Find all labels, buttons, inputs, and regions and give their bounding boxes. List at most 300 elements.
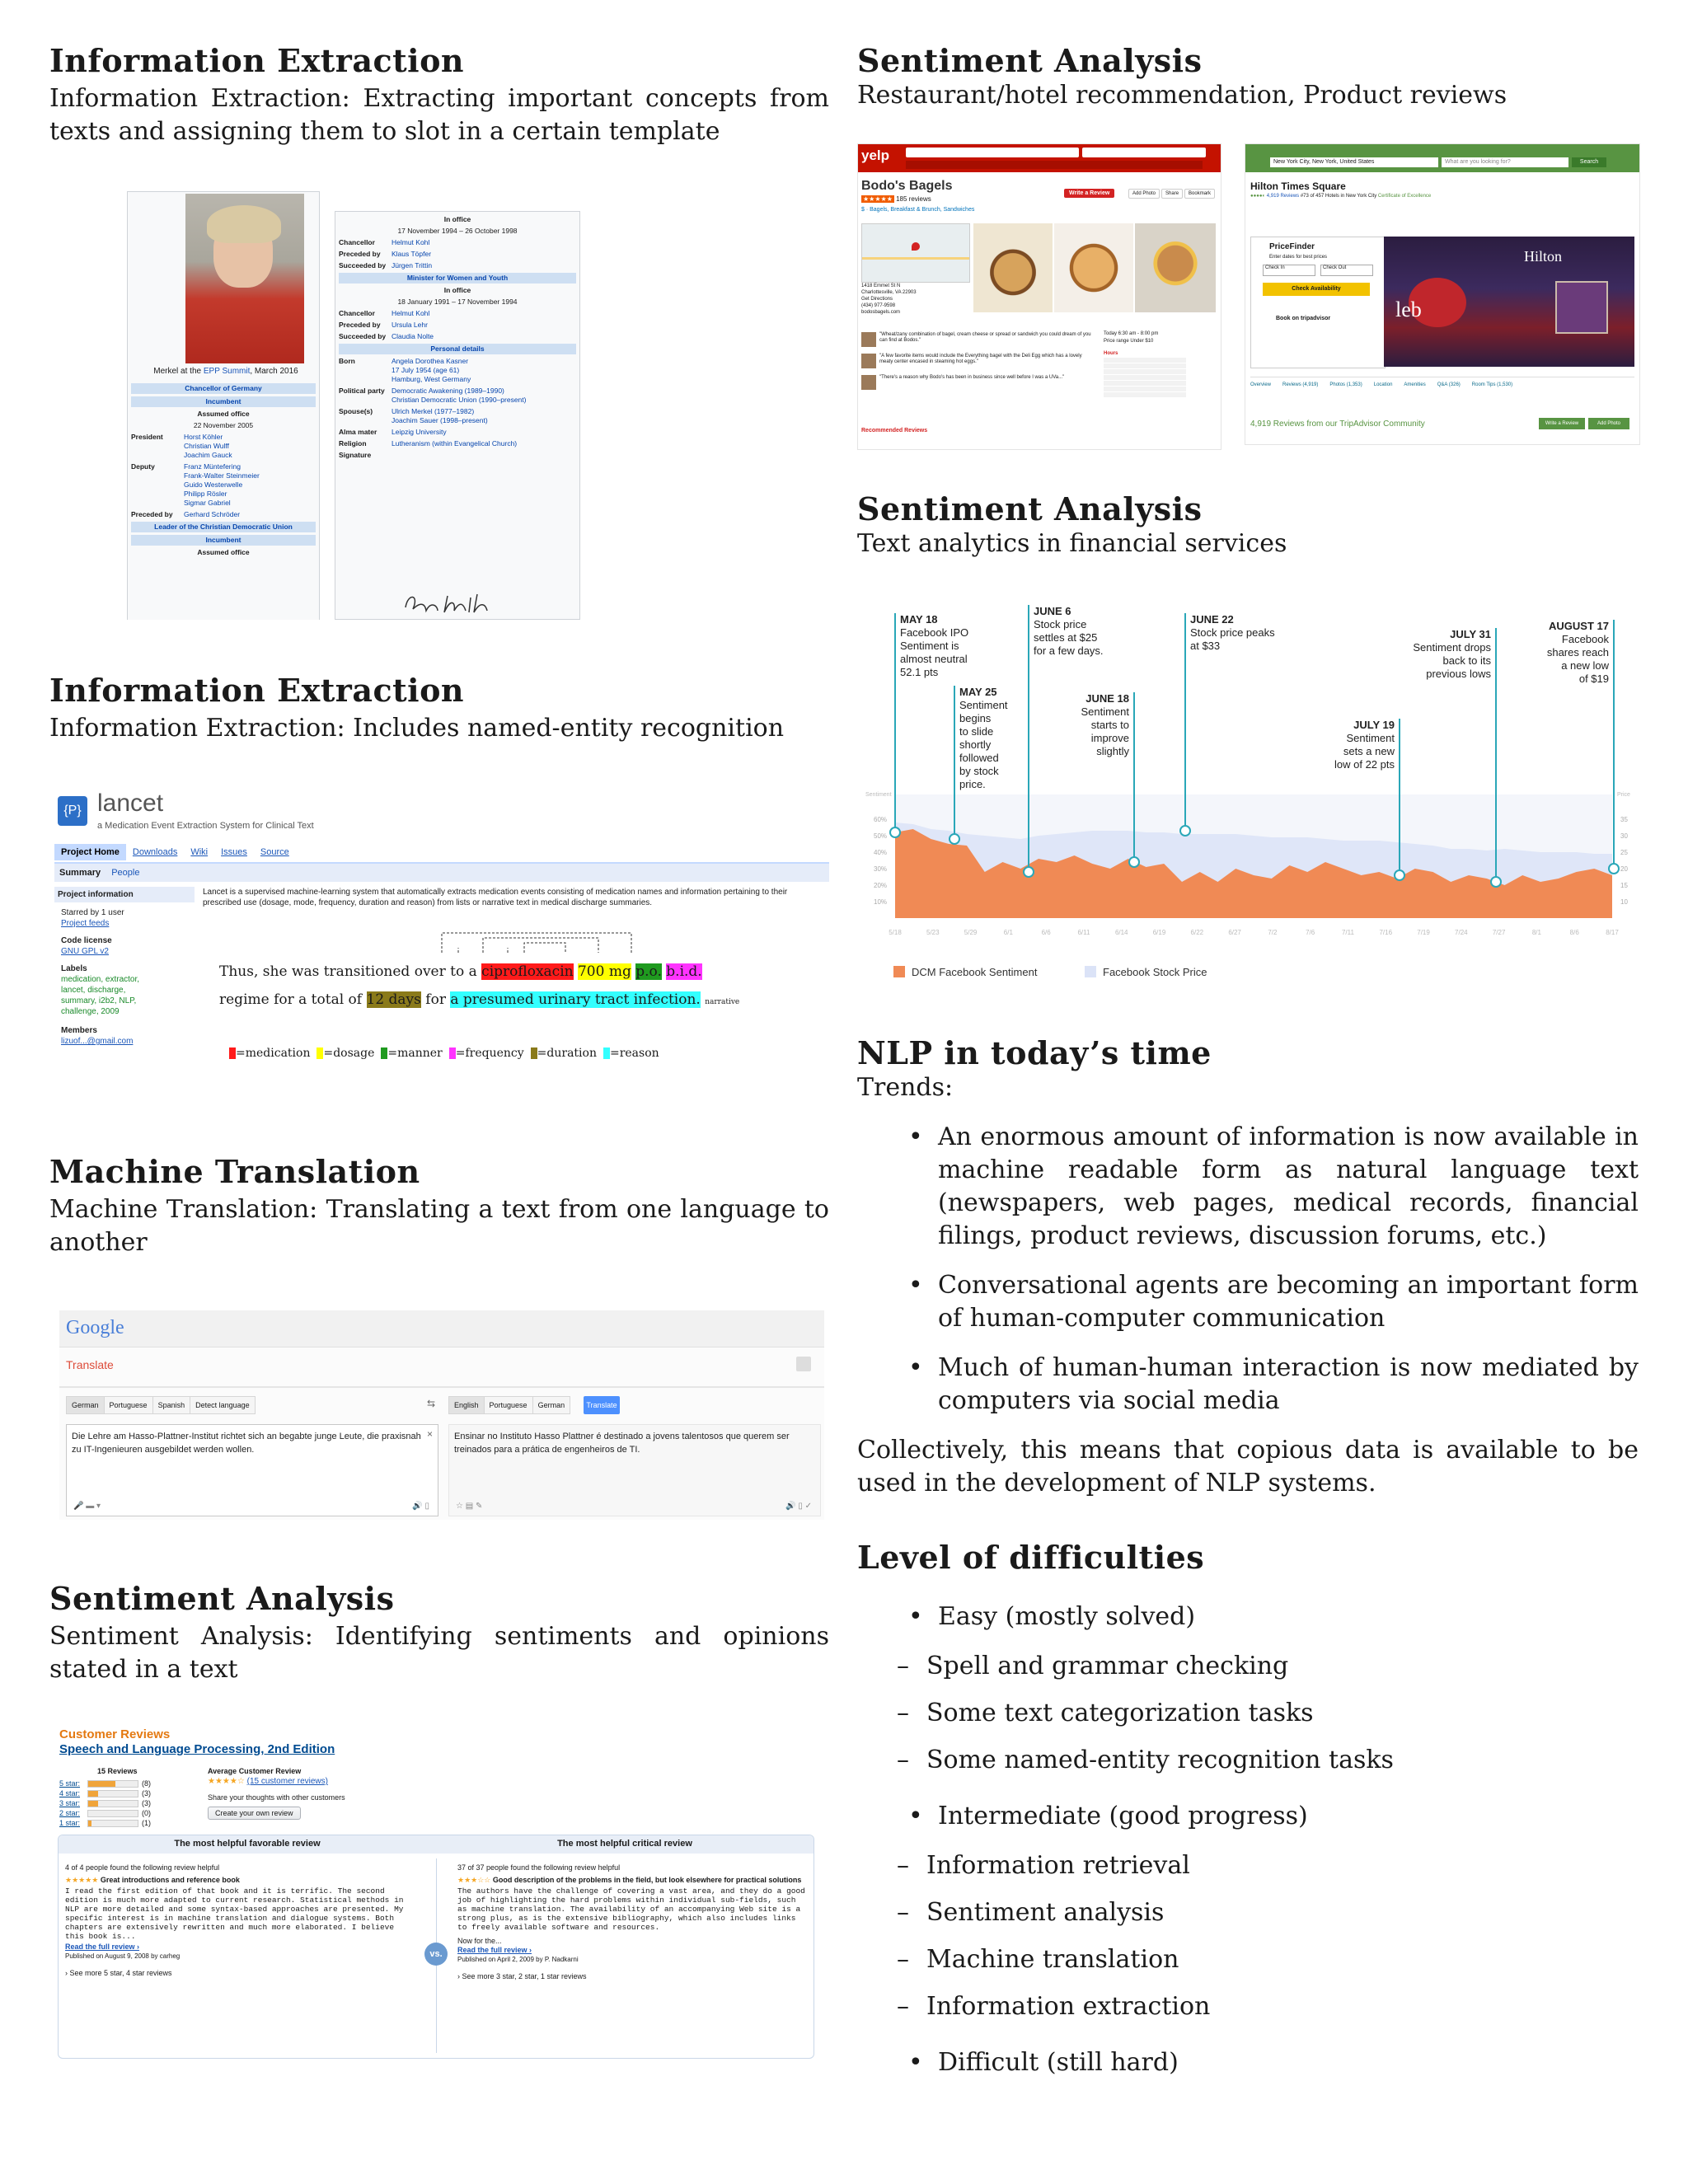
category: $ · Bagels, Breakfast & Brunch, Sandwiches	[861, 207, 975, 213]
project-tabs	[54, 844, 829, 864]
entity-dosage: 700 mg	[577, 963, 631, 980]
subtab-bar	[54, 864, 829, 882]
x-tick: 7/16	[1379, 929, 1393, 936]
project-tab[interactable]: Wiki	[190, 847, 209, 857]
x-tick: 6/27	[1228, 929, 1241, 936]
yelp-action-button[interactable]: Share	[1161, 189, 1183, 199]
annotation-marker	[890, 827, 900, 837]
crit-title-row	[457, 1876, 807, 1885]
yelp-find-input[interactable]	[906, 148, 1079, 157]
annotation-marker	[1024, 867, 1034, 877]
yelp-actions	[1128, 189, 1217, 199]
annotation-text: price.	[959, 778, 986, 790]
project-tab[interactable]: Issues	[221, 847, 247, 857]
infobox-row	[339, 451, 576, 460]
section-text: Information Extraction: Extracting important concepts from texts and assigning them to slot in a certain template	[49, 84, 829, 146]
star-breakdown	[59, 1779, 175, 1828]
infobox-value: Helmut Kohl	[392, 238, 430, 246]
infobox-key: Spouse(s)	[339, 407, 373, 415]
tripadvisor-figure	[1245, 143, 1640, 445]
sentence-part-2: regime for a total of	[219, 991, 363, 1008]
legend-label: =reason	[609, 1047, 659, 1060]
trend-list	[857, 1121, 1639, 1418]
entity-legend	[229, 1047, 666, 1060]
star-bar	[87, 1780, 138, 1788]
ta-search-button[interactable]: Search	[1572, 157, 1606, 167]
infobox-row	[339, 407, 576, 425]
legend-label: =dosage	[323, 1047, 375, 1060]
y-right-tick: 30	[1620, 832, 1628, 840]
starred-count: Starred by 1 user	[61, 908, 124, 917]
infobox-row	[339, 357, 576, 384]
infobox-key: President	[131, 433, 163, 441]
avg-review-label: Average Customer Review	[208, 1767, 302, 1775]
legend-item	[316, 1047, 374, 1060]
language-option[interactable]: English	[448, 1396, 485, 1414]
x-tick: 7/6	[1306, 929, 1315, 936]
ta-tab[interactable]: Amenities	[1404, 382, 1426, 387]
language-option[interactable]: Portuguese	[104, 1396, 153, 1414]
conclusion-text: Collectively, this means that copious data is available to be used in the development of NLP systems.	[857, 1436, 1639, 1497]
difficulty-intermediate	[857, 1800, 1639, 2023]
reviewer-avatar	[861, 375, 876, 390]
easy-item: – Spell and grammar checking	[857, 1650, 1639, 1683]
legend-item	[229, 1047, 310, 1060]
infobox-value: Incumbent	[205, 397, 241, 405]
helpful-count: 4 of 4 people found the following review helpful	[65, 1863, 220, 1872]
annotation-date: AUGUST 17	[1549, 620, 1609, 632]
infobox-value: 17 November 1994 – 26 October 1998	[397, 227, 518, 235]
fav-stars-icon: ★★★★★	[65, 1876, 99, 1884]
certificate: Certificate of Excellence	[1377, 194, 1432, 199]
ta-query-input[interactable]: What are you looking for?	[1442, 157, 1568, 167]
intermediate-item: – Information retrieval	[857, 1849, 1639, 1882]
target-language-bar	[448, 1396, 570, 1414]
section-title: Sentiment Analysis	[49, 1580, 395, 1617]
translate-heading: Translate	[66, 1358, 114, 1371]
sentence-part-1: Thus, she was transitioned over to a	[219, 963, 477, 980]
section-information-extraction-1	[49, 43, 829, 148]
write-review-button[interactable]: Write a Review	[1064, 189, 1114, 198]
crit-see-more[interactable]: › See more 3 star, 2 star, 1 star reviews	[457, 1972, 587, 1980]
section-sentiment-analysis-3	[857, 491, 1639, 560]
avg-stars-icon: ★★★★☆	[208, 1777, 245, 1786]
section-title: Sentiment Analysis	[857, 42, 1203, 79]
star-level-link[interactable]: 2 star:	[59, 1809, 81, 1817]
intermediate-item: – Machine translation	[857, 1943, 1639, 1976]
portrait-photo	[185, 194, 304, 363]
y-right-tick: 20	[1620, 865, 1628, 873]
annotation-text: sets a new	[1343, 745, 1395, 757]
infobox-right-panel	[335, 211, 580, 620]
x-tick: 6/11	[1077, 929, 1090, 936]
language-option[interactable]: Spanish	[152, 1396, 191, 1414]
infobox-row	[339, 332, 576, 341]
section-title: Machine Translation	[49, 1153, 420, 1190]
ta-header	[1245, 144, 1639, 172]
project-feeds-link[interactable]: Project feeds	[61, 919, 110, 928]
yelp-action-button[interactable]: Add Photo	[1128, 189, 1160, 199]
infobox-key: Preceded by	[131, 510, 173, 518]
today-hours: Today 6:30 am - 8:00 pm	[1104, 331, 1159, 336]
legend-item	[381, 1047, 442, 1060]
infobox-key: Preceded by	[339, 250, 381, 258]
star-level-link[interactable]: 5 star:	[59, 1779, 81, 1788]
lancet-tagline: a Medication Event Extraction System for Clinical Text	[97, 821, 314, 831]
star-level-link[interactable]: 1 star:	[59, 1819, 81, 1827]
output-tool-icons[interactable]: ☆ ▤ ✎	[456, 1502, 483, 1511]
subtab-summary[interactable]: Summary	[59, 868, 101, 878]
crit-now: Now for the...	[457, 1937, 502, 1945]
book-title-link[interactable]: Speech and Language Processing, 2nd Edition	[59, 1742, 335, 1756]
crit-read-link[interactable]: Read the full review ›	[457, 1946, 532, 1954]
star-bar-fill	[88, 1821, 91, 1826]
infobox-row	[131, 535, 316, 546]
review-count: 15 Reviews	[97, 1767, 138, 1775]
infobox-left-rows	[131, 383, 316, 560]
review-snippet	[861, 332, 1092, 347]
review-snippet	[861, 354, 1092, 368]
infobox-value: Gerhard Schröder	[184, 510, 241, 518]
annotation-text: Sentiment	[1081, 705, 1129, 718]
y-left-tick: 50%	[874, 832, 888, 840]
fav-see-more[interactable]: › See more 5 star, 4 star reviews	[65, 1969, 172, 1977]
infobox-value: Ulrich Merkel (1977–1982) Joachim Sauer (1998–present)	[392, 407, 488, 424]
crit-title: Good description of the problems in the field, but look elsewhere for practical solutions	[492, 1876, 802, 1884]
x-tick: 6/1	[1003, 929, 1013, 936]
ta-tab[interactable]: Photos (1,353)	[1329, 382, 1362, 387]
hotel-meta	[1250, 194, 1431, 199]
fav-published: Published on August 9, 2008 by carheg	[65, 1952, 181, 1960]
x-tick: 8/6	[1569, 929, 1579, 936]
hours-heading: Hours	[1104, 351, 1118, 356]
infobox-key: Preceded by	[339, 321, 381, 329]
infobox-row	[131, 462, 316, 508]
infobox-value: Franz Müntefering Frank-Walter Steinmeier Guido Westerwelle Philipp Rösler Sigmar Gabriel	[184, 462, 260, 507]
yelp-header	[858, 144, 1221, 172]
crit-stars-icon: ★★★☆☆	[457, 1876, 491, 1884]
star-level-link[interactable]: 4 star:	[59, 1789, 81, 1797]
annotation-text: to slide	[959, 725, 994, 738]
legend-swatch	[531, 1047, 537, 1059]
source-text: Die Lehre am Hasso-Plattner-Institut richtet sich an begabte junge Leute, die praxisnah zu IT-Ingenieuren ausgebildet werden wollen.	[72, 1432, 421, 1455]
legend-label: =frequency	[455, 1047, 524, 1060]
infobox-value: Assumed office	[197, 410, 250, 418]
translate-button[interactable]: Translate	[584, 1396, 620, 1414]
star-count: (0)	[142, 1809, 151, 1817]
photo-caption	[139, 367, 312, 377]
annotation-marker	[1491, 877, 1501, 887]
ta-tab[interactable]: Overview	[1250, 382, 1272, 387]
annotation-text: Facebook	[1561, 633, 1609, 645]
check-out-input[interactable]: Check Out	[1320, 265, 1373, 276]
x-tick: 6/14	[1114, 929, 1128, 936]
settings-icon[interactable]	[796, 1357, 811, 1371]
infobox-row	[131, 421, 316, 430]
annotation-text: for a few days.	[1034, 644, 1104, 657]
ta-tab[interactable]: Reviews (4,919)	[1282, 382, 1319, 387]
hotel-photo[interactable]: Hilton leb	[1384, 237, 1634, 367]
source-language-bar	[66, 1396, 255, 1414]
favorable-heading: The most helpful favorable review	[174, 1839, 321, 1849]
legend-label: =duration	[537, 1047, 597, 1060]
star-count: (8)	[142, 1779, 151, 1788]
trend-item: • Much of human-human interaction is now mediated by computers via social media	[857, 1352, 1639, 1418]
annotation-marker	[1395, 870, 1404, 880]
infobox-value: Ursula Lehr	[392, 321, 428, 329]
language-option[interactable]: German	[66, 1396, 105, 1414]
annotation-text: Sentiment	[959, 699, 1008, 711]
section-level-of-difficulties	[857, 1540, 1639, 2096]
easy-item: – Some text categorization tasks	[857, 1697, 1639, 1730]
caption-suffix: , March 2016	[250, 367, 298, 376]
annotation-text: Facebook IPO	[900, 626, 969, 639]
critical-review	[457, 1863, 807, 1981]
infobox-row	[339, 273, 576, 284]
business-info	[1104, 330, 1211, 397]
section-text: Text analytics in financial services	[857, 529, 1287, 558]
infobox-row	[339, 344, 576, 354]
reviewer-avatar	[861, 354, 876, 368]
infobox-value: Chancellor of Germany	[185, 384, 262, 392]
annotation-text: begins	[959, 712, 992, 724]
annotation-date: JUNE 6	[1034, 605, 1071, 617]
y-right-tick: 25	[1620, 849, 1628, 856]
star-bar-fill	[88, 1781, 115, 1787]
customer-reviews-link[interactable]: (15 customer reviews)	[246, 1777, 328, 1786]
project-tab[interactable]: Downloads	[132, 847, 178, 857]
members-heading: Members	[61, 1026, 97, 1035]
check-in-input[interactable]: Check In	[1263, 265, 1315, 276]
infobox-key: Succeeded by	[339, 332, 387, 340]
annotation-text: Sentiment	[1346, 732, 1395, 744]
infobox-row	[339, 250, 576, 259]
entity-manner: p.o.	[635, 963, 662, 980]
clear-icon[interactable]: ×	[426, 1428, 433, 1440]
ta-review-count[interactable]: 4,919 Reviews	[1266, 194, 1300, 199]
intermediate-label: Intermediate (good progress)	[938, 1802, 1308, 1830]
x-tick: 5/18	[889, 929, 902, 936]
entity-duration: 12 days	[366, 991, 421, 1008]
language-option[interactable]: Portuguese	[484, 1396, 533, 1414]
x-tick: 8/1	[1531, 929, 1541, 936]
infobox-row	[339, 227, 576, 236]
check-availability-button[interactable]: Check Availability	[1263, 283, 1370, 296]
infobox-row	[131, 548, 316, 557]
star-row	[59, 1788, 175, 1798]
ta-tab[interactable]: Location	[1373, 382, 1393, 387]
infobox-row	[131, 396, 316, 407]
infobox-key: Born	[339, 357, 355, 365]
annotation-text: almost neutral	[900, 653, 968, 665]
section-title: Sentiment Analysis	[857, 490, 1203, 527]
infobox-key: Deputy	[131, 462, 155, 471]
intermediate-items	[857, 1849, 1639, 2023]
snippet-text: "A few favorite items would include the Everything bagel with the Deli Egg which has a lovely meaty center encased in steaming hot eggs."	[879, 354, 1082, 364]
y-right-tick: 15	[1620, 882, 1628, 889]
annotation-text: 52.1 pts	[900, 666, 939, 678]
hard-label: Difficult (still hard)	[938, 2048, 1179, 2077]
project-tab[interactable]: Project Home	[54, 844, 126, 860]
rating-row	[861, 195, 931, 203]
easy-items	[857, 1650, 1639, 1777]
section-title: NLP in today’s time	[857, 1034, 1212, 1071]
wikipedia-infobox-figure	[127, 191, 582, 620]
infobox-value: Minister for Women and Youth	[406, 274, 509, 282]
infobox-value: Angela Dorothea Kasner 17 July 1954 (age 61) Hamburg, West Germany	[392, 357, 471, 383]
legend-label: =medication	[236, 1047, 311, 1060]
star-row	[59, 1798, 175, 1808]
ta-tab[interactable]: Room Tips (1,530)	[1471, 382, 1513, 387]
fav-read-link[interactable]: Read the full review ›	[65, 1943, 140, 1951]
ta-tab[interactable]: Q&A (326)	[1437, 382, 1461, 387]
target-text: Ensinar no Instituto Hasso Plattner é destinado a jovens talentosos que querem ser treinados para a prática de engenheiros de TI.	[454, 1432, 790, 1455]
legend-label: DCM Facebook Sentiment	[912, 966, 1038, 978]
infobox-key: Signature	[339, 451, 372, 459]
infobox-row	[339, 286, 576, 295]
annotation-text: settles at $25	[1034, 631, 1098, 644]
trends-label: Trends:	[857, 1073, 954, 1102]
star-row	[59, 1818, 175, 1828]
legend-item	[449, 1047, 524, 1060]
target-output	[448, 1424, 821, 1516]
section-text: Restaurant/hotel recommendation, Product reviews	[857, 81, 1507, 110]
pricefinder-panel	[1250, 237, 1386, 368]
caption-link[interactable]: EPP Summit	[203, 367, 251, 376]
section-title: Information Extraction	[49, 42, 465, 79]
review-snippets	[861, 332, 1092, 396]
member-link[interactable]: lizuof...@gmail.com	[61, 1037, 134, 1046]
y-left-tick: 30%	[874, 865, 888, 873]
section-text: Machine Translation: Translating a text from one language to another	[49, 1195, 829, 1257]
infobox-row	[339, 387, 576, 405]
star-bar	[87, 1790, 138, 1797]
annotation-text: Stock price	[1034, 618, 1087, 630]
yelp-near-input[interactable]	[1082, 148, 1206, 157]
section-text: Sentiment Analysis: Identifying sentiments and opinions stated in a text	[49, 1622, 829, 1684]
caption-prefix: Merkel at the	[153, 367, 202, 376]
infobox-row	[131, 433, 316, 460]
reviewer-avatar	[861, 332, 876, 347]
subtab-people[interactable]: People	[111, 868, 140, 878]
legend-swatch	[229, 1047, 236, 1059]
fav-body: I read the first edition of that book and it is terrific. The second edition is much more adapted to current research. Statistical methods in NLP are more detailed and some syntax-based approaches are presented. My specific interest is in machine translation and dialogue systems. Both chapters are extensively rewritten and much more elaborated. I believe this book is...	[65, 1886, 404, 1941]
yelp-logo: yelp	[861, 148, 890, 163]
y-left-tick: 10%	[874, 898, 888, 906]
annotation-text: a new low	[1561, 659, 1609, 672]
infobox-value: In office	[443, 215, 471, 223]
crit-published: Published on April 2, 2009 by P. Nadkarni	[457, 1956, 579, 1963]
pricefinder-hint: Enter dates for best prices	[1269, 255, 1328, 260]
ta-add-photo-button[interactable]: Add Photo	[1588, 418, 1629, 429]
word-for: for	[425, 991, 446, 1008]
lancet-project-figure	[54, 785, 829, 1086]
chart-svg	[857, 605, 1639, 1001]
code-license-heading: Code license	[61, 936, 112, 945]
trend-item: • Conversational agents are becoming an important form of human-computer communication	[857, 1269, 1639, 1335]
infobox-row	[131, 522, 316, 532]
annotation-text: improve	[1090, 732, 1129, 744]
entity-medication: ciprofloxacin	[481, 963, 574, 980]
yelp-map[interactable]	[861, 223, 970, 283]
ta-write-review-button[interactable]: Write a Review	[1539, 418, 1585, 429]
source-textarea[interactable]	[66, 1424, 438, 1516]
hotel-rank: #73 of 457 Hotels in New York City	[1300, 194, 1377, 199]
entity-frequency: b.i.d.	[666, 963, 702, 980]
star-bar-fill	[88, 1801, 98, 1807]
annotation-text: of $19	[1578, 673, 1609, 685]
swap-languages-icon[interactable]: ⇆	[427, 1398, 436, 1409]
star-level-link[interactable]: 3 star:	[59, 1799, 81, 1807]
yelp-action-button[interactable]: Bookmark	[1184, 189, 1215, 199]
infobox-row	[339, 238, 576, 247]
infobox-row	[339, 215, 576, 224]
infobox-value: Klaus Töpfer	[392, 250, 432, 258]
x-tick: 7/24	[1455, 929, 1468, 936]
output-listen-icon[interactable]: 🔊 ▯ ✓	[785, 1502, 812, 1511]
legend-label: =manner	[387, 1047, 443, 1060]
difficulty-hard	[857, 2046, 1639, 2079]
review-snippet	[861, 375, 1092, 390]
lancet-name: lancet	[97, 790, 164, 817]
legend-label: Facebook Stock Price	[1103, 966, 1207, 978]
labels-heading: Labels	[61, 964, 87, 973]
business-name: Bodo's Bagels	[861, 179, 953, 193]
infobox-key: Chancellor	[339, 238, 375, 246]
business-address: 1418 Emmet St N Charlottesville, VA 22903 Get Directions (434) 977-9598 bodosbagels.com	[861, 284, 917, 315]
infobox-key: Chancellor	[339, 309, 375, 317]
x-tick: 7/2	[1268, 929, 1278, 936]
difficulty-list	[857, 1601, 1639, 2079]
critical-heading: The most helpful critical review	[557, 1839, 692, 1849]
star-bar	[87, 1800, 138, 1807]
x-tick: 7/11	[1341, 929, 1354, 936]
easy-item: – Some named-entity recognition tasks	[857, 1744, 1639, 1777]
language-option[interactable]: Detect language	[190, 1396, 256, 1414]
infobox-row	[339, 439, 576, 448]
star-row	[59, 1808, 175, 1818]
mic-keyboard-icons[interactable]: 🎤 ▬ ▾	[73, 1502, 101, 1511]
signature-image	[401, 589, 500, 616]
avg-review-row	[208, 1777, 328, 1786]
labels-list[interactable]: medication, extractor, lancet, discharge, summary, i2b2, NLP, challenge, 2009	[61, 975, 140, 1016]
annotation-date: JULY 19	[1353, 719, 1395, 731]
yelp-figure	[857, 143, 1221, 450]
annotation-marker	[1129, 857, 1139, 867]
listen-icon[interactable]: 🔊 ▯	[412, 1502, 429, 1511]
ta-location-input[interactable]: New York City, New York, United States	[1270, 157, 1438, 167]
infobox-key: Religion	[339, 439, 367, 448]
language-option[interactable]: German	[532, 1396, 571, 1414]
favorable-review	[65, 1863, 415, 1978]
pricefinder-title: PriceFinder	[1269, 242, 1315, 251]
annotation-text: Sentiment is	[900, 640, 959, 652]
create-review-button[interactable]: Create your own review	[208, 1807, 301, 1820]
lancet-logo-icon: {P}	[58, 796, 87, 826]
project-tab[interactable]: Source	[260, 847, 289, 857]
crit-body: The authors have the challenge of covering a vast area, and they do a good job of highlighting the hard problems within individual sub-fields, such as machine translation. The availability of an accompanying Web site is a strong plus, as is the extensive bibliography, which also includes links to freely available software and resources.	[457, 1886, 805, 1932]
annotation-text: previous lows	[1426, 668, 1491, 680]
narrative-label: narrative	[705, 998, 740, 1006]
food-photos[interactable]	[973, 223, 1216, 312]
google-translate-figure	[59, 1310, 824, 1520]
infobox-value: Lutheranism (within Evangelical Church)	[392, 439, 518, 448]
legend-swatch	[603, 1047, 610, 1059]
annotation-date: MAY 18	[900, 613, 938, 626]
annotation-text: Stock price peaks	[1190, 626, 1275, 639]
license-link[interactable]: GNU GPL v2	[61, 947, 109, 956]
y-left-tick: 20%	[874, 882, 888, 889]
